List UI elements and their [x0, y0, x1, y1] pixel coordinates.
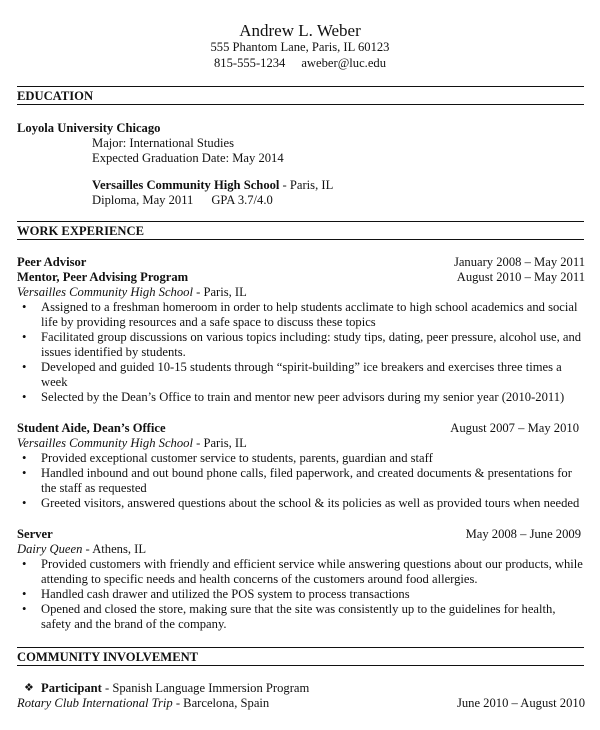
job-server	[17, 527, 585, 632]
high-school	[17, 178, 585, 193]
job-title: Server	[17, 527, 53, 541]
high-school-location: - Paris, IL	[279, 178, 334, 192]
employer: Dairy Queen	[17, 542, 83, 556]
employer-location: - Paris, IL	[192, 285, 247, 299]
email-address: aweber@luc.edu	[301, 56, 387, 70]
community-role-line	[17, 681, 585, 696]
list-item: • Assigned to a freshman homeroom in order to help students acclimate to high school academics and social life by providing resources and a safe space to discuss these topics	[22, 300, 578, 329]
university-name: Loyola University Chicago	[17, 121, 161, 135]
job-peer-advisor	[17, 255, 585, 405]
list-item: • Greeted visitors, answered questions about the school & its policies as well as provided tours when needed	[22, 496, 580, 510]
employer: Versailles Community High School	[17, 436, 193, 450]
list-item: • Handled cash drawer and utilized the POS system to process transactions	[22, 587, 410, 601]
diploma-line	[17, 193, 585, 208]
community-trip: Rotary Club International Trip	[17, 696, 173, 710]
list-item: • Provided customers with friendly and efficient service while answering questions about our products, while attending to specific needs and health concerns of the customers around food allergies.	[22, 557, 583, 586]
contact-line	[0, 56, 600, 71]
list-item: • Provided exceptional customer service to students, parents, guardian and staff	[22, 451, 433, 465]
applicant-name: Andrew L. Weber	[239, 21, 361, 40]
list-item: • Opened and closed the store, making sure that the site was consistently up to the guidelines for health, safety and the brand of the company.	[22, 602, 556, 631]
education-block	[17, 121, 585, 208]
section-rule	[17, 665, 584, 666]
section-rule	[17, 239, 584, 240]
section-title: COMMUNITY INVOLVEMENT	[17, 650, 199, 664]
job-title: Peer Advisor	[17, 255, 87, 269]
job-bullets	[17, 300, 585, 405]
education-section-header	[17, 86, 584, 105]
diploma: Diploma, May 2011	[92, 193, 194, 207]
job-date: January 2008 – May 2011	[453, 255, 585, 269]
list-item: • Handled inbound and out bound phone calls, filed paperwork, and created documents & presentations for the staff as requested	[22, 466, 572, 495]
job-student-aide	[17, 421, 585, 511]
job-bullets	[17, 451, 585, 511]
community-role: Participant	[41, 681, 102, 695]
gpa: GPA 3.7/4.0	[211, 193, 273, 207]
job-date: August 2007 – May 2010	[450, 421, 579, 435]
address-line: 555 Phantom Lane, Paris, IL 60123	[210, 40, 390, 54]
community-block	[17, 681, 585, 711]
community-date: June 2010 – August 2010	[456, 696, 585, 710]
major: Major: International Studies	[92, 136, 234, 150]
list-item: • Developed and guided 10-15 students through “spirit-building” ice breakers and exercises three times a week	[22, 360, 562, 389]
list-item: • Selected by the Dean’s Office to train and mentor new peer advisors during my senior year (2010-2011)	[22, 390, 565, 404]
graduation-date: Expected Graduation Date: May 2014	[92, 151, 284, 165]
community-section-header	[17, 647, 584, 666]
job-bullets	[17, 557, 585, 632]
community-program: - Spanish Language Immersion Program	[101, 681, 310, 695]
job-date-secondary: August 2010 – May 2011	[456, 270, 585, 284]
community-trip-location: - Barcelona, Spain	[172, 696, 270, 710]
section-title: EDUCATION	[17, 89, 94, 103]
section-rule	[17, 104, 584, 105]
employer: Versailles Community High School	[17, 285, 193, 299]
list-item: • Facilitated group discussions on various topics including: study tips, dating, peer pressure, alcohol use, and issues identified by students.	[22, 330, 582, 359]
employer-location: - Athens, IL	[82, 542, 147, 556]
job-title-secondary: Mentor, Peer Advising Program	[17, 270, 189, 284]
job-title: Student Aide, Dean’s Office	[17, 421, 166, 435]
job-date: May 2008 – June 2009	[465, 527, 581, 541]
work-section-header	[17, 221, 584, 240]
high-school-name: Versailles Community High School	[92, 178, 280, 192]
phone-number: 815-555-1234	[213, 56, 286, 70]
section-title: WORK EXPERIENCE	[17, 224, 145, 238]
employer-location: - Paris, IL	[192, 436, 247, 450]
diamond-bullet-icon: ❖	[24, 682, 34, 694]
